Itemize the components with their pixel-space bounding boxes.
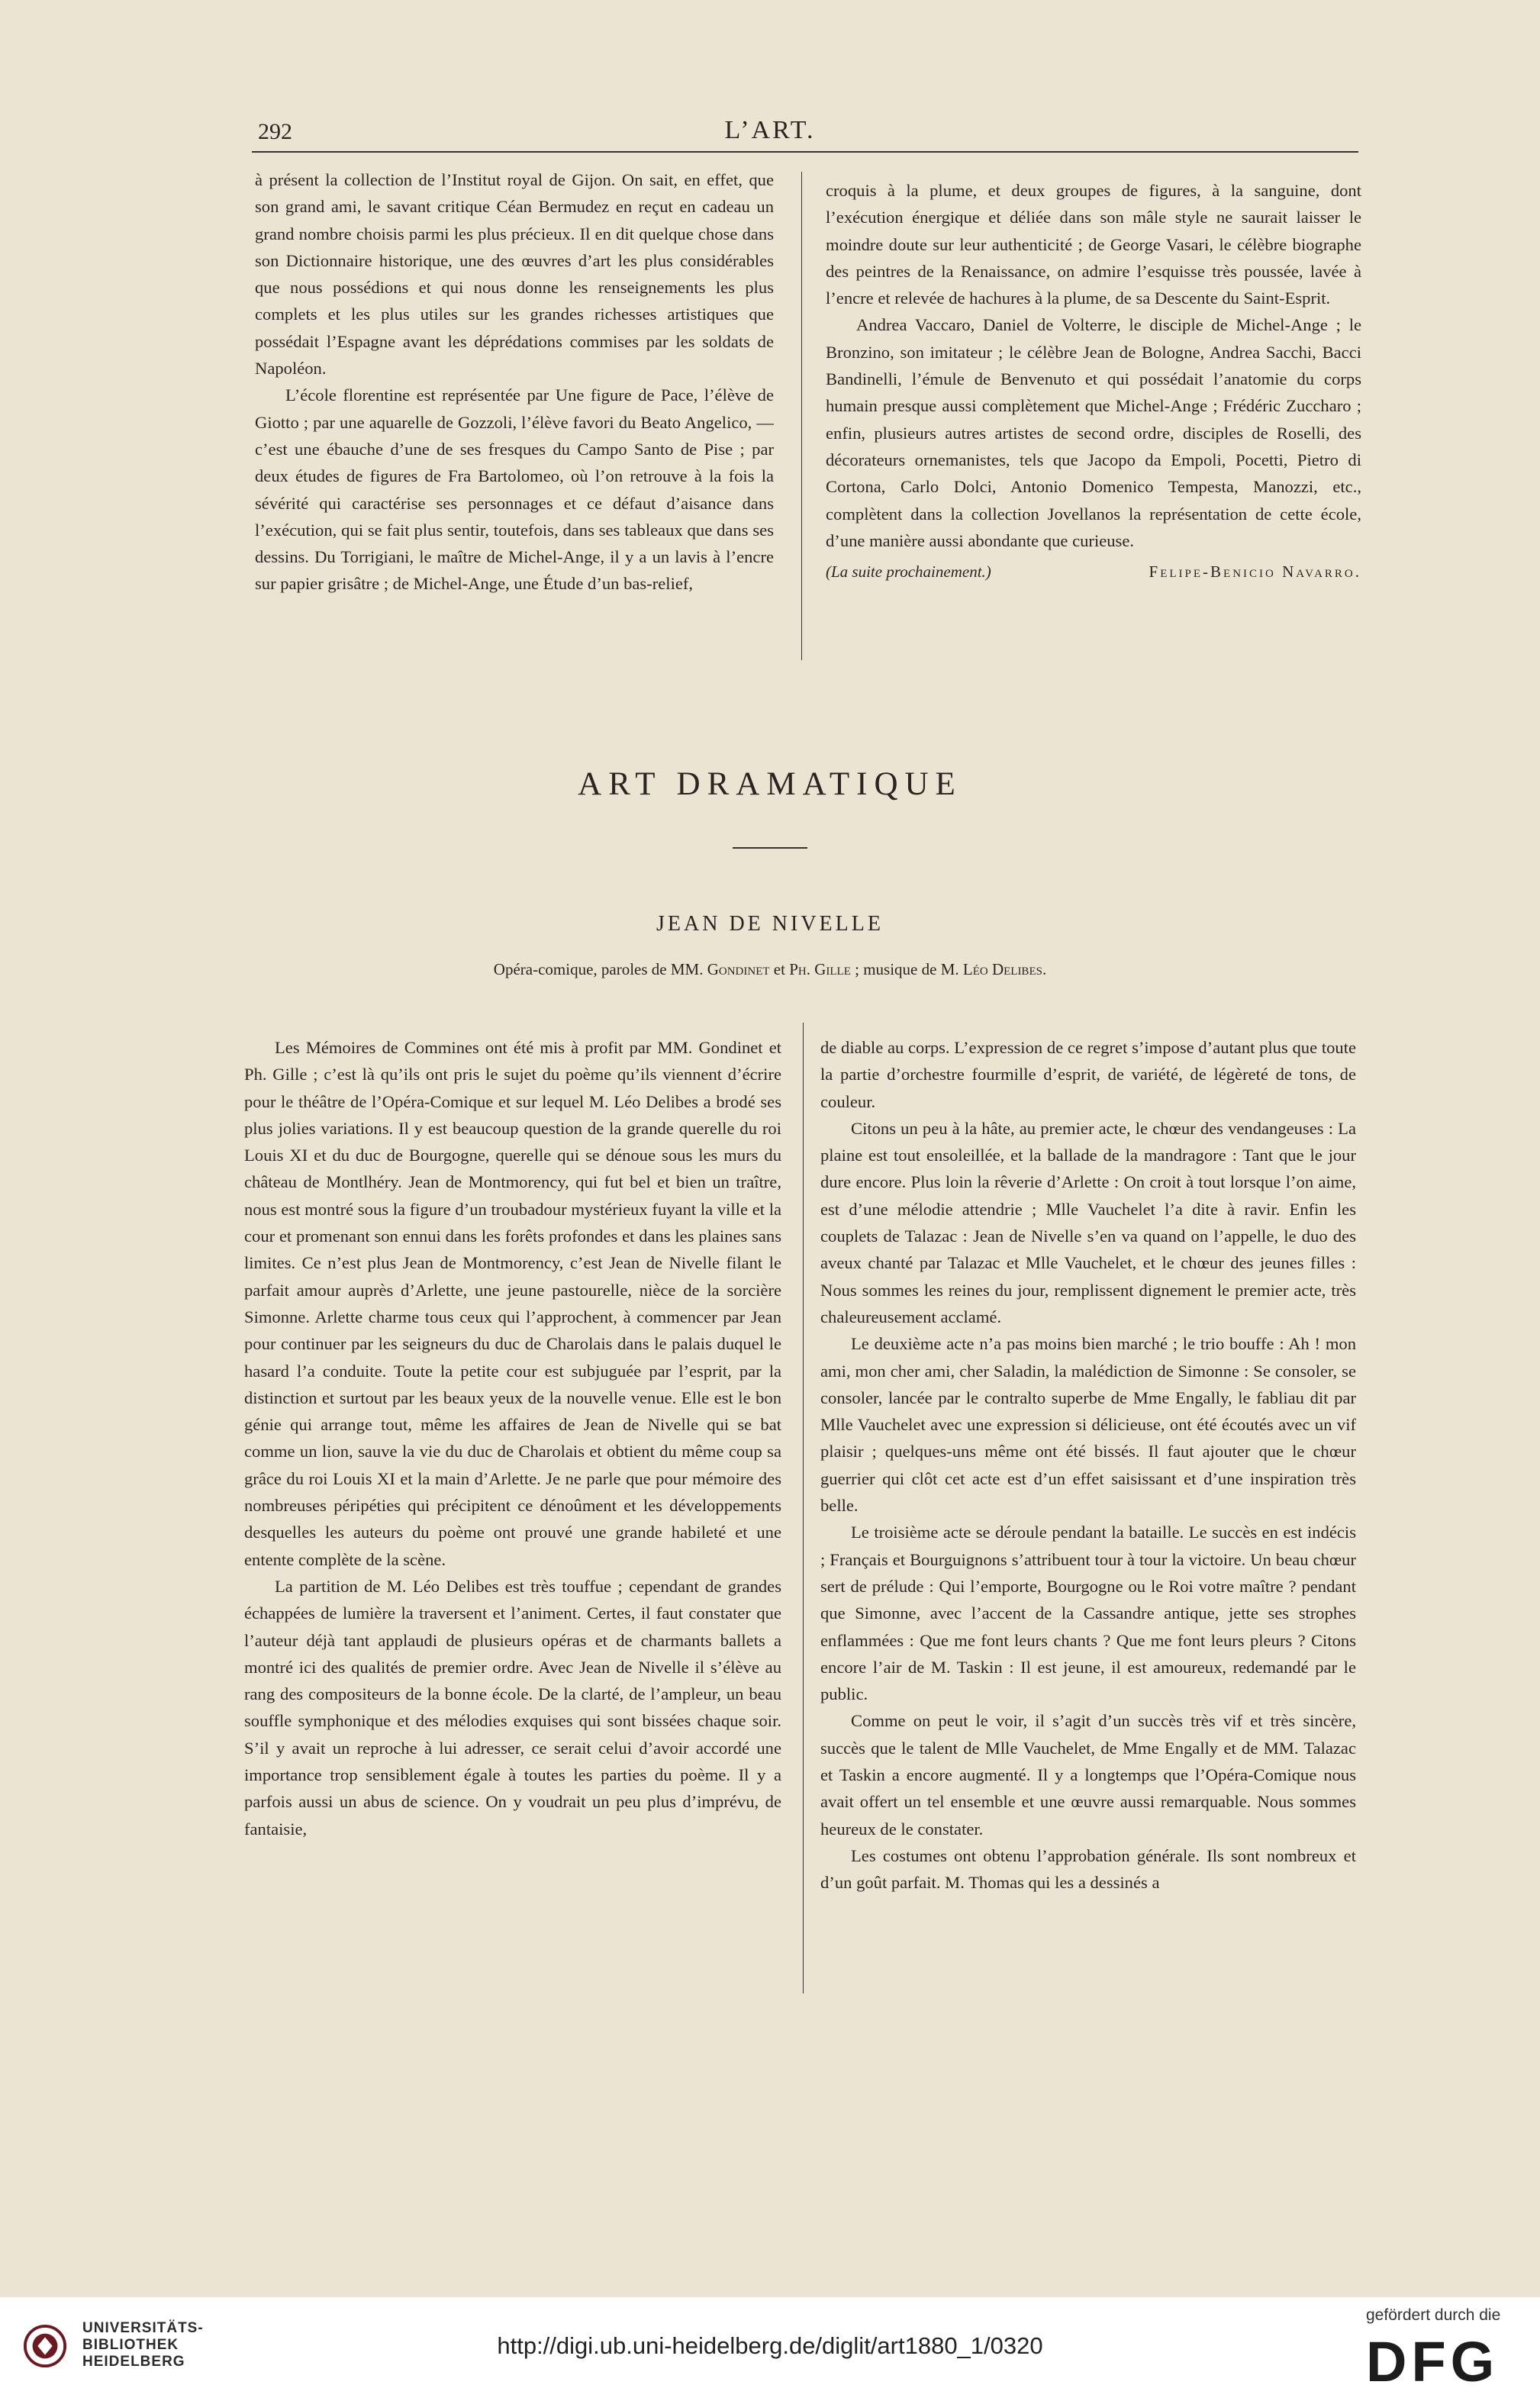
paragraph: Comme on peut le voir, il s’agit d’un succès très vif et très sincère, succès que le talent de Mlle Vauchelet, de Mme Engally et de MM. Talazac et Taskin a encore augmenté. Il y a longtemps que l’Opéra-Comique nous avait offert un tel ensemble et une œuvre aussi remarquable. Nous sommes heureux de le constater. bbox=[820, 1711, 1356, 1839]
paragraph: L’école florentine est représentée par Une figure de Pace, l’élève de Giotto ; par une aquarelle de Gozzoli, l’élève favori du Beato Angelico, — c’est une ébauche d’une de ses fresques du Campo Santo de Pise ; par deux études de figures de Fra Bartolomeo, où l’on retrouve à la fois la sévérité qui caractérise ses personnages et ce défaut d’aisance dans l’exécution, qui se fait plus sentir, toutefois, dans ses tableaux que dans ses dessins. Du Torrigiani, le maître de Michel-Ange, il y a un lavis à l’encre sur papier grisâtre ; de Michel-Ange, une Étude d’un bas-relief, bbox=[255, 385, 774, 594]
paragraph: Citons un peu à la hâte, au premier acte, le chœur des vendangeuses : La plaine est tout ensoleillée, et la ballade de la mandragore : Tant que le jour dure encore. Plus loin la rêverie d’Arlette : On croit à tout lorsque l’on aime, est d’une mélodie attendrie ; Mlle Vauchelet l’a dite à ravir. Enfin les couplets de Talazac : Jean de Nivelle s’en va quand on l’appelle, le duo des aveux chanté par Talazac et Mlle Vauchelet, et le chœur des jeunes filles : Nous sommes les reines du jour, remplissent dignement le premier acte, très chaleureusement acclamé. bbox=[820, 1118, 1356, 1326]
bottom-left-column bbox=[244, 1034, 781, 1842]
author-name: Felipe-Benicio Navarro. bbox=[1149, 562, 1361, 582]
top-right-column bbox=[826, 177, 1361, 585]
paragraph: de diable au corps. L’expression de ce regret s’impose d’autant plus que toute la partie d’orchestre fourmille d’esprit, de variété, de légèreté de tons, de couleur. bbox=[820, 1038, 1356, 1111]
top-column-divider bbox=[801, 172, 802, 660]
paragraph: à présent la collection de l’Institut royal de Gijon. On sait, en effet, que son grand ami, le savant critique Céan Bermudez en reçut en cadeau un grand nombre choisis parmi les plus précieux. Il en dit quelque chose dans son Dictionnaire historique, une des œuvres d’art les plus considérables que nous possédions et qui nous donne les renseignements les plus complets et les plus utiles sur les grandes richesses artistiques que possédait l’Espagne avant les déprédations commises par les soldats de Napoléon. bbox=[255, 170, 774, 379]
page-number: 292 bbox=[258, 119, 292, 144]
librettist: Gondinet bbox=[707, 960, 770, 978]
paragraph: La partition de M. Léo Delibes est très touffue ; cependant de grandes échappées de lumière la traversent et l’animent. Certes, il faut constater que l’auteur déjà tant applaudi de plusieurs opéras et de charmants ballets a montré ici des qualités de premier ordre. Avec Jean de Nivelle il s’élève au rang des compositeurs de la bonne école. De la clarté, de l’ampleur, un beau souffle symphonique et des mélodies exquises qui sont bissées chaque soir. S’il y avait un reproche à lui adresser, ce serait celui d’avoir accordé une importance trop sensiblement égale à toutes les parties du poème. Il y a parfois aussi un abus de science. On y voudrait un peu plus d’imprévu, de fantaisie, bbox=[244, 1576, 781, 1839]
signature bbox=[826, 559, 1361, 585]
continuation-note: (La suite prochainement.) bbox=[826, 562, 991, 582]
header-rule bbox=[252, 151, 1358, 153]
credits-line: Opéra-comique, paroles de MM. Gondinet et Ph. Gille ; musique de M. Léo Delibes. bbox=[493, 960, 1047, 978]
work-title: JEAN DE NIVELLE bbox=[656, 912, 884, 936]
permalink-url[interactable]: http://digi.ub.uni-heidelberg.de/diglit/art1880_1/0320 bbox=[497, 2332, 1043, 2359]
paragraph: Le troisième acte se déroule pendant la bataille. Le succès en est indécis ; Français et Bourguignons s’attribuent tour à tour la victoire. Un beau chœur sert de prélude : Qui l’emporte, Bourgogne ou le Roi votre maître ? pendant que Simonne, avec l’accent de la Cassandre antique, jette ses strophes enflammées : Que me font leurs chants ? Que me font leurs pleurs ? Citons encore l’air de M. Taskin : Il est jeune, il est amoureux, redemandé par le public. bbox=[820, 1523, 1356, 1704]
paragraph: Le deuxième acte n’a pas moins bien marché ; le trio bouffe : Ah ! mon ami, mon cher ami, cher Saladin, la malédiction de Simonne : Se consoler, se consoler, lancée par le contralto superbe de Mme Engally, le fabliau dit par Mlle Vauchelet avec une expression si délicieuse, ont été écoutés avec un vif plaisir ; quelques-uns même ont été bissés. Il faut ajouter que le chœur guerrier qui clôt cet acte est d’un effet saisissant et d’une inspiration très belle. bbox=[820, 1334, 1356, 1516]
paragraph: Les costumes ont obtenu l’approbation générale. Ils sont nombreux et d’un goût parfait. M. Thomas qui les a dessinés a bbox=[820, 1845, 1356, 1893]
composer: Léo Delibes bbox=[962, 960, 1042, 978]
section-title: ART DRAMATIQUE bbox=[578, 766, 962, 802]
library-name: UNIVERSITÄTS- BIBLIOTHEK HEIDELBERG bbox=[82, 2320, 204, 2370]
top-left-column bbox=[255, 166, 774, 598]
dfg-logo: DFG bbox=[1366, 2330, 1500, 2393]
running-head: L’ART. bbox=[724, 116, 816, 144]
bottom-right-column bbox=[820, 1034, 1356, 1897]
paragraph: Les Mémoires de Commines ont été mis à profit par MM. Gondinet et Ph. Gille ; c’est là qu’ils ont pris le sujet du poème qu’ils viennent d’écrire pour le théâtre de l’Opéra-Comique et sur lequel M. Léo Delibes a brodé ses plus jolies variations. Il y est beaucoup question de la grande querelle du roi Louis XI et du duc de Bourgogne, querelle qui se dénoue sous les murs du château de Montlhéry. Jean de Montmorency, qui fut bel et bien un traître, nous est montré sous la figure d’un troubadour mystérieux fuyant la ville et la cour et promenant son ennui dans les forêts profondes et dans les plaines sans limites. Ce n’est plus Jean de Montmorency, c’est Jean de Nivelle filant le parfait amour auprès d’Arlette, une jeune pastourelle, nièce de la sorcière Simonne. Arlette charme tous ceux qui l’approchent, à commencer par Jean pour continuer par les seigneurs du duc de Charolais dans le palais duquel le hasard l’a conduite. Toute la petite cour est subjuguée par l’esprit, par la distinction et surtout par les beaux yeux de la nouvelle venue. Elle est le bon génie qui arrange tout, même les affaires de Jean de Nivelle qui se bat comme un lion, sauve la vie du duc de Charolais et obtient du même coup sa grâce du roi Louis XI et la main d’Arlette. Je ne parle que pour mémoire des nombreuses péripéties qui précipitent ce dénoûment et les développements desquelles les auteurs du poème ont prouvé une grande habileté et une entente complète de la scène. bbox=[244, 1038, 781, 1569]
paragraph: croquis à la plume, et deux groupes de figures, à la sanguine, dont l’exécution énergique et déliée dans son mâle style ne saurait laisser le moindre doute sur leur authenticité ; de George Vasari, le célèbre biographe des peintres de la Renaissance, on admire l’esquisse très poussée, lavée à l’encre et relevée de hachures à la plume, de sa Descente du Saint-Esprit. bbox=[826, 181, 1361, 308]
bottom-column-divider bbox=[803, 1023, 804, 1993]
title-ornament-rule bbox=[733, 847, 807, 849]
librettist: Ph. Gille bbox=[789, 960, 851, 978]
paragraph: Andrea Vaccaro, Daniel de Volterre, le disciple de Michel-Ange ; le Bronzino, son imitateur ; le célèbre Jean de Bologne, Andrea Sacchi, Bacci Bandinelli, l’émule de Benvenuto et qui possédait l’anatomie du corps humain presque aussi complètement que Michel-Ange ; Frédéric Zuccharo ; enfin, plusieurs autres artistes de second ordre, disciples de Roselli, des décorateurs ornemanistes, tels que Jacopo da Empoli, Pocetti, Pietro di Cortona, Carlo Dolci, Antonio Domenico Tempesta, Manozzi, etc., complètent dans la collection Jovellanos la représentation de cette école, d’une manière aussi abondante que curieuse. bbox=[826, 315, 1361, 550]
funding-caption: gefördert durch die bbox=[1366, 2306, 1501, 2324]
